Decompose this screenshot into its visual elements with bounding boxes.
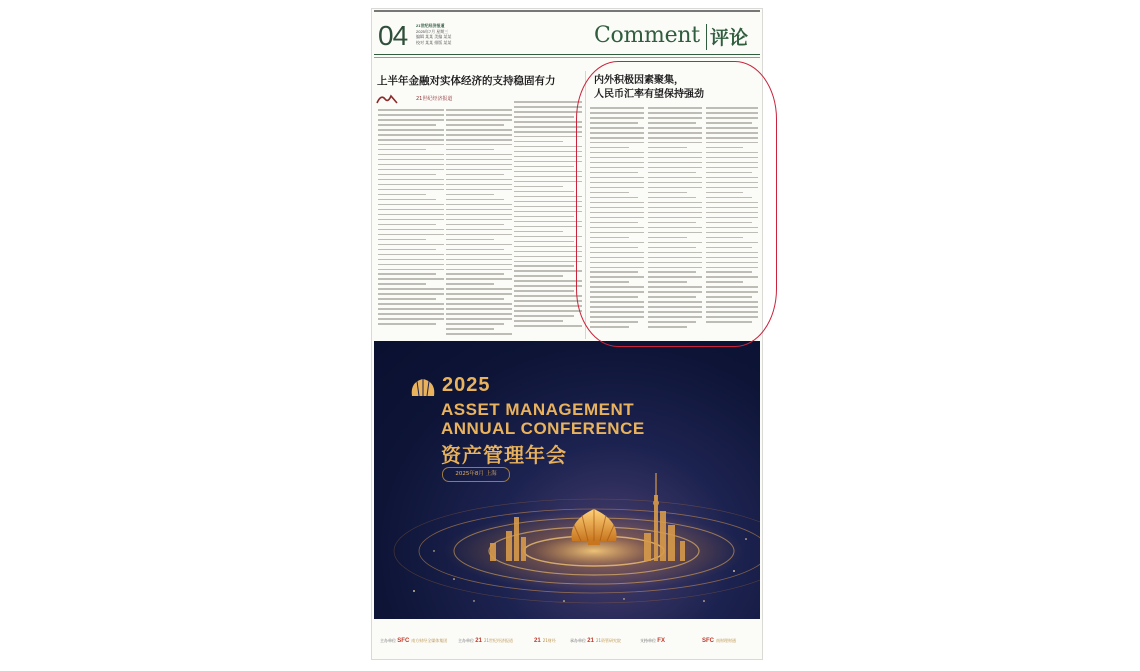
text-line bbox=[446, 159, 512, 161]
ad-title-en-line1: ASSET MANAGEMENT bbox=[441, 400, 635, 419]
text-line bbox=[446, 273, 504, 275]
text-line bbox=[446, 293, 512, 295]
text-line bbox=[514, 285, 582, 287]
masthead-rule-thin bbox=[374, 57, 760, 58]
text-line bbox=[514, 320, 563, 322]
left-article-headline: 上半年金融对实体经济的支持稳固有力 bbox=[377, 75, 556, 87]
shell-logo-icon bbox=[410, 378, 436, 400]
text-line bbox=[378, 273, 436, 275]
sponsor-logo: FX bbox=[657, 638, 665, 644]
text-line bbox=[514, 136, 582, 138]
text-line bbox=[378, 209, 444, 211]
text-line bbox=[378, 254, 444, 256]
text-line bbox=[446, 164, 512, 166]
text-line bbox=[446, 269, 512, 271]
sponsor-label: 主办单位 bbox=[380, 638, 396, 643]
text-line bbox=[446, 194, 494, 196]
text-line bbox=[446, 234, 512, 236]
sponsor-item bbox=[570, 638, 621, 644]
text-line bbox=[514, 295, 582, 297]
text-line bbox=[514, 126, 582, 128]
text-line bbox=[378, 174, 436, 176]
text-line bbox=[514, 146, 582, 148]
text-line bbox=[446, 154, 512, 156]
text-line bbox=[378, 139, 444, 141]
text-line bbox=[514, 191, 574, 193]
text-line bbox=[378, 124, 436, 126]
text-line bbox=[514, 196, 582, 198]
text-line bbox=[378, 244, 444, 246]
text-line bbox=[446, 278, 512, 280]
text-line bbox=[514, 201, 582, 203]
text-line bbox=[446, 259, 512, 261]
sponsor-logo: SFC bbox=[397, 638, 410, 644]
text-line bbox=[446, 184, 512, 186]
sponsor-item bbox=[380, 638, 447, 644]
text-line bbox=[446, 129, 512, 131]
text-line bbox=[446, 244, 512, 246]
text-line bbox=[378, 194, 426, 196]
sponsor-label: 主办单位 bbox=[458, 638, 474, 643]
text-line bbox=[446, 318, 512, 320]
newspaper-logo-icon bbox=[376, 93, 398, 105]
meta-line: 编辑 某某 美编 某某 bbox=[416, 34, 452, 39]
sponsor-name: 21财经 bbox=[542, 638, 556, 643]
text-line bbox=[378, 323, 436, 325]
masthead-meta bbox=[416, 23, 516, 45]
text-line bbox=[446, 209, 512, 211]
sponsor-name: 21资管研究院 bbox=[595, 638, 622, 643]
text-line bbox=[378, 318, 444, 320]
text-line bbox=[378, 269, 444, 271]
sponsor-name: 南方财经全媒体集团 bbox=[411, 638, 448, 643]
text-line bbox=[446, 214, 512, 216]
text-line bbox=[378, 154, 444, 156]
text-line bbox=[514, 275, 563, 277]
text-line bbox=[446, 303, 512, 305]
text-line bbox=[378, 283, 426, 285]
text-line bbox=[514, 166, 574, 168]
text-line bbox=[514, 106, 582, 108]
text-line bbox=[514, 315, 574, 317]
text-column bbox=[446, 109, 512, 338]
section-title-en: Comment bbox=[594, 23, 700, 48]
text-line bbox=[446, 204, 512, 206]
text-line bbox=[378, 298, 436, 300]
text-line bbox=[446, 109, 512, 111]
text-line bbox=[514, 206, 582, 208]
text-line bbox=[514, 256, 582, 258]
text-line bbox=[446, 308, 512, 310]
text-line bbox=[514, 176, 582, 178]
text-line bbox=[446, 114, 512, 116]
text-line bbox=[378, 109, 444, 111]
text-line bbox=[446, 199, 504, 201]
top-rule bbox=[374, 10, 760, 12]
text-line bbox=[378, 189, 444, 191]
text-line bbox=[446, 149, 494, 151]
text-line bbox=[446, 254, 512, 256]
text-line bbox=[514, 226, 582, 228]
sponsor-name: 21世纪经济报道 bbox=[483, 638, 514, 643]
text-line bbox=[446, 179, 512, 181]
text-line bbox=[514, 156, 582, 158]
text-line bbox=[514, 171, 582, 173]
text-line bbox=[514, 270, 582, 272]
text-line bbox=[514, 280, 582, 282]
text-line bbox=[514, 151, 582, 153]
page-number: 04 bbox=[378, 20, 408, 51]
text-line bbox=[378, 159, 444, 161]
text-line bbox=[514, 300, 582, 302]
text-line bbox=[378, 303, 444, 305]
text-line bbox=[378, 144, 444, 146]
left-article-byline: 21世纪经济报道 bbox=[416, 96, 453, 102]
sponsor-item bbox=[458, 638, 513, 644]
text-line bbox=[378, 288, 444, 290]
text-line bbox=[378, 149, 426, 151]
text-line bbox=[514, 141, 563, 143]
text-line bbox=[378, 129, 444, 131]
text-line bbox=[446, 333, 512, 335]
text-line bbox=[446, 323, 504, 325]
meta-line: 2025年7月 星期三 bbox=[416, 28, 449, 34]
sponsor-label: 承办单位 bbox=[570, 638, 586, 643]
text-line bbox=[514, 111, 582, 113]
text-line bbox=[514, 221, 582, 223]
text-line bbox=[514, 181, 582, 183]
sponsor-logo: 21 bbox=[475, 638, 482, 644]
text-line bbox=[446, 313, 512, 315]
text-line bbox=[446, 288, 512, 290]
text-line bbox=[378, 164, 444, 166]
ad-date-location: 2025年8月 上海 bbox=[442, 467, 510, 482]
text-line bbox=[378, 204, 444, 206]
text-line bbox=[378, 114, 444, 116]
text-line bbox=[514, 101, 582, 103]
text-line bbox=[514, 216, 574, 218]
sponsor-item bbox=[534, 638, 556, 644]
meta-line: 21世纪经济报道 bbox=[416, 23, 445, 28]
section-title-zh: 评论 bbox=[710, 27, 749, 49]
meta-line: 校对 某某 排版 某某 bbox=[416, 39, 452, 45]
text-line bbox=[446, 224, 504, 226]
text-line bbox=[378, 293, 444, 295]
text-line bbox=[378, 249, 436, 251]
text-column bbox=[514, 101, 582, 330]
ad-sponsor-footer bbox=[374, 619, 760, 659]
sponsor-logo: 21 bbox=[587, 638, 594, 644]
galaxy-city-illustration bbox=[374, 451, 760, 619]
text-line bbox=[514, 246, 582, 248]
text-line bbox=[514, 231, 563, 233]
text-line bbox=[514, 131, 582, 133]
sponsor-label: 支持单位 bbox=[640, 638, 656, 643]
text-line bbox=[446, 169, 512, 171]
text-line bbox=[378, 308, 444, 310]
text-line bbox=[514, 116, 574, 118]
text-line bbox=[514, 290, 574, 292]
sponsor-item bbox=[702, 638, 736, 644]
text-line bbox=[378, 234, 444, 236]
text-line bbox=[514, 236, 582, 238]
conference-advertisement bbox=[374, 341, 760, 619]
sponsor-name: 南财理财通 bbox=[716, 638, 736, 643]
text-line bbox=[514, 121, 582, 123]
text-line bbox=[446, 124, 504, 126]
text-line bbox=[446, 144, 512, 146]
text-line bbox=[446, 298, 504, 300]
text-line bbox=[378, 219, 444, 221]
text-line bbox=[446, 264, 512, 266]
text-line bbox=[514, 325, 582, 327]
text-line bbox=[514, 251, 582, 253]
text-line bbox=[514, 310, 582, 312]
text-line bbox=[378, 199, 436, 201]
text-line bbox=[378, 119, 444, 121]
sponsor-item bbox=[640, 638, 667, 644]
ad-title-zh: 资产管理年会 bbox=[441, 443, 567, 467]
text-line bbox=[378, 179, 444, 181]
sponsor-logo: SFC bbox=[702, 638, 714, 644]
text-line bbox=[378, 239, 426, 241]
text-line bbox=[446, 328, 494, 330]
ad-title-en-line2: ANNUAL CONFERENCE bbox=[441, 419, 645, 438]
text-line bbox=[446, 229, 512, 231]
sponsor-logo: 21 bbox=[534, 638, 541, 644]
text-line bbox=[514, 261, 582, 263]
highlight-annotation-circle bbox=[576, 61, 777, 347]
text-line bbox=[446, 174, 504, 176]
text-column bbox=[378, 109, 444, 328]
text-line bbox=[446, 119, 512, 121]
text-line bbox=[446, 249, 504, 251]
text-line bbox=[514, 241, 574, 243]
text-line bbox=[514, 161, 582, 163]
text-line bbox=[378, 169, 444, 171]
ad-year: 2025 bbox=[442, 374, 491, 396]
text-line bbox=[446, 134, 512, 136]
text-line bbox=[446, 189, 512, 191]
text-line bbox=[378, 224, 436, 226]
headline-line: 人民币汇率有望保持强劲 bbox=[594, 89, 704, 100]
text-line bbox=[378, 134, 444, 136]
text-line bbox=[514, 265, 574, 267]
text-line bbox=[378, 184, 444, 186]
text-line bbox=[378, 214, 444, 216]
text-line bbox=[514, 211, 582, 213]
text-line bbox=[446, 283, 494, 285]
text-line bbox=[378, 278, 444, 280]
text-line bbox=[446, 219, 512, 221]
text-line bbox=[446, 239, 494, 241]
text-line bbox=[378, 229, 444, 231]
text-line bbox=[514, 305, 582, 307]
section-divider bbox=[706, 24, 707, 50]
text-line bbox=[514, 186, 563, 188]
text-line bbox=[446, 139, 512, 141]
text-line bbox=[378, 259, 444, 261]
text-line bbox=[378, 313, 444, 315]
text-line bbox=[378, 264, 444, 266]
masthead-rule bbox=[374, 54, 760, 55]
headline-line: 内外积极因素聚集， bbox=[594, 75, 684, 86]
